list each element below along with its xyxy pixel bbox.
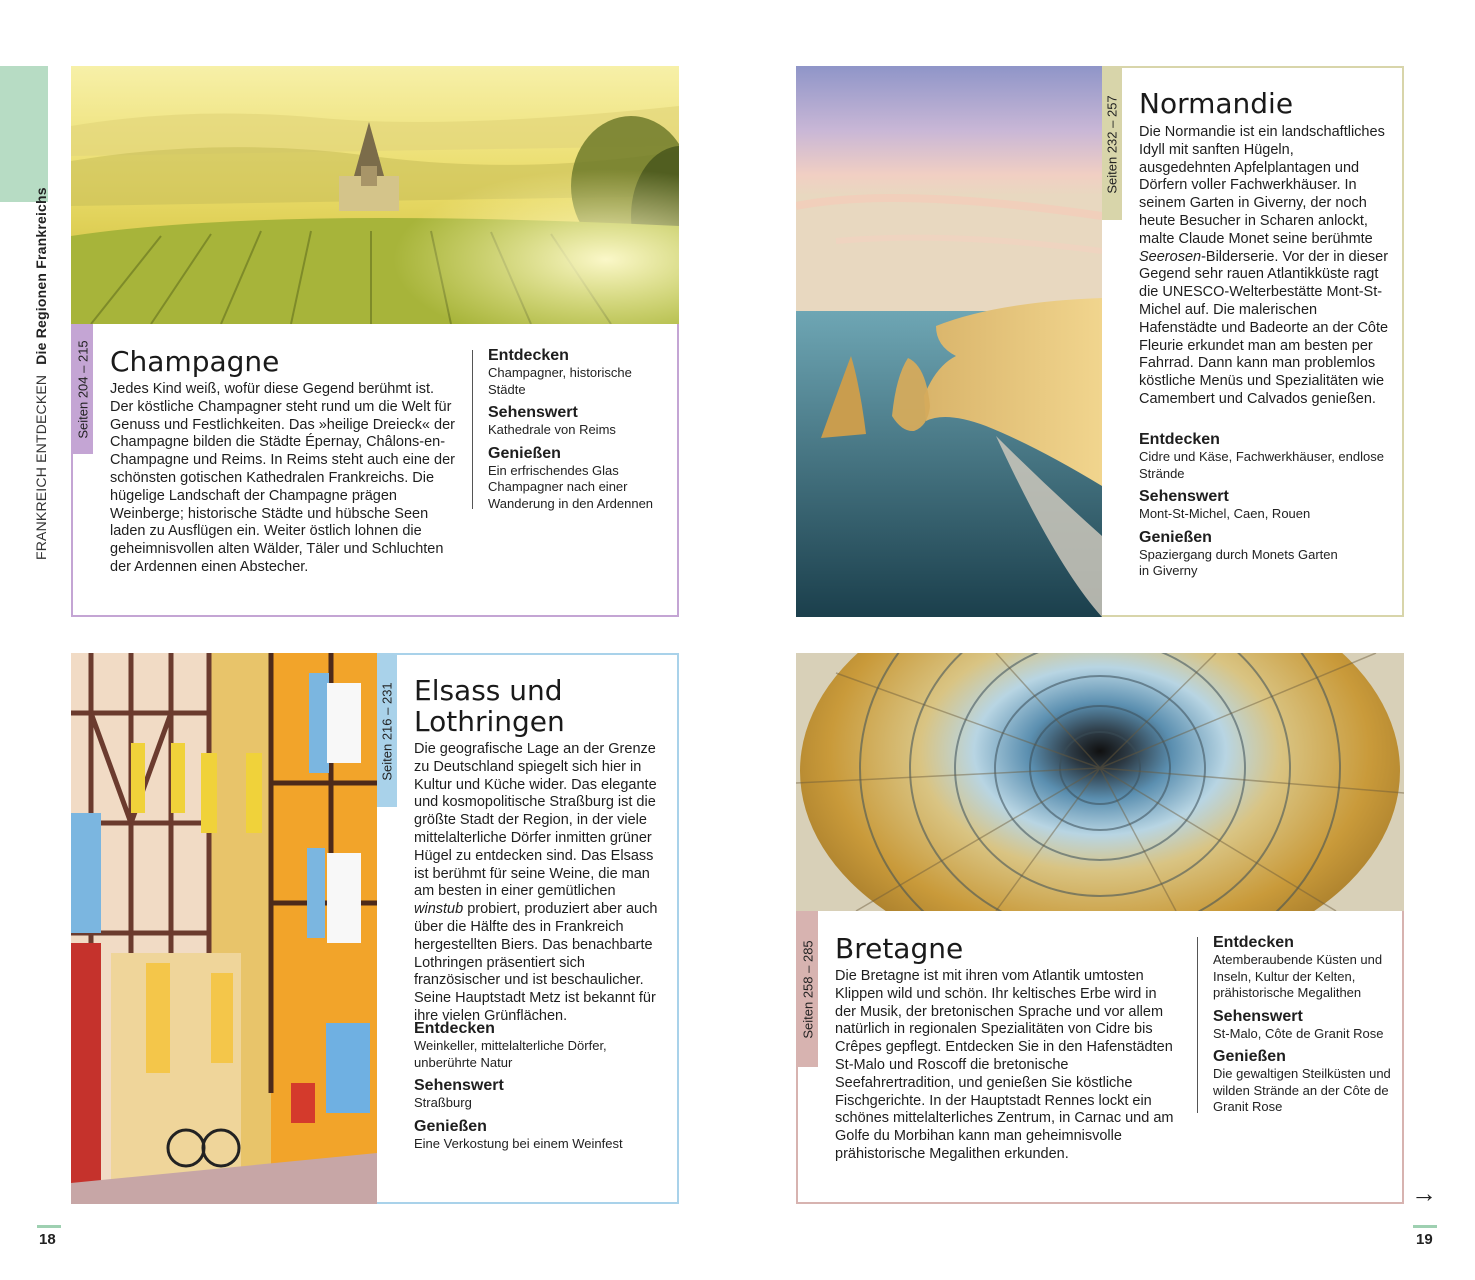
card-elsass xyxy=(71,653,679,1204)
normandie-info xyxy=(1139,430,1389,585)
elsass-body xyxy=(414,741,666,1026)
champagne-page-tab xyxy=(73,324,93,454)
champagne-sehenswert-label: Sehenswert xyxy=(488,404,578,421)
card-champagne xyxy=(71,66,679,617)
champagne-title: Champagne xyxy=(110,345,280,378)
card-normandie xyxy=(796,66,1404,617)
elsass-geniessen-label: Genießen xyxy=(414,1117,487,1135)
champagne-entdecken: Champagner, historische Städte xyxy=(488,365,632,397)
champagne-info xyxy=(488,346,668,517)
normandie-sehenswert: Mont-St-Michel, Caen, Rouen xyxy=(1139,506,1311,521)
chapter-title: Die Regionen Frankreichs xyxy=(33,187,49,365)
elsass-title xyxy=(414,675,565,737)
champagne-photo xyxy=(71,66,679,324)
normandie-page-range: Seiten 232 – 257 xyxy=(1104,94,1120,194)
elsass-sehenswert: Straßburg xyxy=(414,1095,472,1110)
elsass-page-tab xyxy=(377,655,397,807)
bretagne-body: Die Bretagne ist mit ihren vom Atlantik umtosten Klippen wild und schön. Ihr keltisches Erbe wird in der Musik, der bretonischen Sprache und vor allem natürlich in regionalen Spezialitäten von Cidre bis Crêpes gepflegt. Entdecken Sie in den Hafenstädten St-Malo und Roscoff die bretonische Seefahrertradition, und genießen Sie köstliche Fischgerichte. In der Hauptstadt Rennes lockt ein schönes mittelalterliches Zentrum, in Carnac und am Golfe du Morbihan kann man geheimnisvolle prähistorische Megalithen erkunden. xyxy=(835,968,1174,1162)
next-page-arrow-icon[interactable]: → xyxy=(1411,1178,1437,1208)
champagne-geniessen: Ein erfrischendes Glas Champagner nach einer Wanderung in den Ardennen xyxy=(488,462,654,511)
elsass-title-line2: Lothringen xyxy=(414,705,565,738)
chapter-tab xyxy=(0,66,48,202)
bretagne-entdecken-label: Entdecken xyxy=(1213,934,1294,951)
elsass-entdecken: Weinkeller, mittelalterliche Dörfer, unberührte Natur xyxy=(414,1038,607,1070)
elsass-geniessen: Eine Verkostung bei einem Weinfest xyxy=(414,1135,623,1151)
bretagne-page-tab xyxy=(798,911,818,1067)
bretagne-info xyxy=(1213,933,1393,1121)
elsass-body-part1: Die geografische Lage an der Grenze zu Deutschland spiegelt sich hier in Kultur und Küche wider. Das elegante und kosmopolitische Straßburg ist die größte Stadt der Region, in der viele mittelalterliche Dörfer inmitten grüner Hügel zu entdecken sind. Das Elsass ist berühmt für seine Weine, die man am besten in einer gemütlichen xyxy=(414,741,657,900)
normandie-page-tab xyxy=(1102,68,1122,220)
bretagne-entdecken: Atemberaubende Küsten und Inseln, Kultur der Kelten, prähistorische Megalithen xyxy=(1213,952,1383,1000)
bretagne-geniessen-label: Genießen xyxy=(1213,1048,1286,1065)
champagne-body: Jedes Kind weiß, wofür diese Gegend berühmt ist. Der köstliche Champagner steht rund um die Welt für Genuss und Festlichkeiten. Das »heilige Dreieck« der Champagne bilden die Städte Épernay, Châlons-en-Champagne und Reims. In Reims steht auch eine der schönsten gotischen Kathedralen Frankreichs. Die hügelige Landschaft der Champagne prägen Weinberge; historische Städte und hübsche Seen laden zu Ausflügen ein. Weiter östlich lohnen die geheimnisvollen alten Wälder, Täler und Schluchten der Ardennen einen Abstecher. xyxy=(110,381,455,575)
champagne-info-divider xyxy=(472,350,473,509)
bretagne-title: Bretagne xyxy=(835,932,964,965)
normandie-geniessen-label: Genießen xyxy=(1139,528,1212,546)
right-page-number-bar xyxy=(1413,1225,1437,1228)
normandie-body xyxy=(1139,124,1389,409)
elsass-info xyxy=(414,1019,654,1157)
left-page-number-bar xyxy=(37,1225,61,1228)
elsass-body-italic: winstub xyxy=(414,901,464,918)
elsass-page-range: Seiten 216 – 231 xyxy=(379,681,395,781)
elsass-photo xyxy=(71,653,377,1204)
bretagne-page-range: Seiten 258 – 285 xyxy=(800,939,816,1039)
champagne-geniessen-label: Genießen xyxy=(488,444,561,462)
bretagne-photo xyxy=(796,653,1404,911)
normandie-body-part2: -Bilderserie. Vor der in dieser Gegend sehr rauen Atlantikküste ragt die UNESCO-Welterbestätte Mont-St-Michel auf. Die malerischen Hafenstädte und Badeorte an der Côte Fleurie erkundet man am besten per Fahrrad. Dann kann man problemlos köstliche Menüs und Spezialitäten wie Camembert und Calvados genießen. xyxy=(1139,248,1389,407)
normandie-entdecken: Cidre und Käse, Fachwerkhäuser, endlose Strände xyxy=(1139,449,1384,481)
normandie-body-italic: Seerosen xyxy=(1139,248,1202,265)
left-page-number: 18 xyxy=(39,1231,56,1248)
chapter-label xyxy=(33,187,49,560)
normandie-body-part1: Die Normandie ist ein landschaftliches Idyll mit sanften Hügeln, ausgedehnten Apfelplantagen und Dörfern voller Fachwerkhäuser. In seinem Garten in Giverny, der noch heute Besucher in Scharen anlockt, malte Claude Monet seine berühmte xyxy=(1139,124,1385,247)
bretagne-geniessen: Die gewaltigen Steilküsten und wilden Strände an der Côte de Granit Rose xyxy=(1213,1066,1391,1114)
champagne-entdecken-label: Entdecken xyxy=(488,347,569,364)
normandie-geniessen: Spaziergang durch Monets Garten in Giverny xyxy=(1139,546,1338,578)
chapter-section-label: FRANKREICH ENTDECKEN xyxy=(33,374,49,560)
normandie-title: Normandie xyxy=(1139,87,1294,120)
normandie-sehenswert-label: Sehenswert xyxy=(1139,488,1229,505)
elsass-body-part2: probiert, produziert aber auch über die Hälfte des in Frankreich hergestellten Biers. Das benachbarte Lothringen präsentiert sich französischer und ist beschaulicher. Seine Hauptstadt Metz ist bekannt für ihre vielen Grünflächen. xyxy=(414,901,658,1024)
elsass-sehenswert-label: Sehenswert xyxy=(414,1077,504,1094)
elsass-entdecken-label: Entdecken xyxy=(414,1020,495,1037)
right-page-number: 19 xyxy=(1416,1231,1433,1248)
elsass-title-line1: Elsass und xyxy=(414,674,563,707)
champagne-sehenswert: Kathedrale von Reims xyxy=(488,422,616,437)
normandie-entdecken-label: Entdecken xyxy=(1139,431,1220,448)
bretagne-info-divider xyxy=(1197,937,1198,1113)
bretagne-sehenswert: St-Malo, Côte de Granit Rose xyxy=(1213,1025,1384,1041)
card-bretagne xyxy=(796,653,1404,1204)
normandie-photo xyxy=(796,66,1102,617)
champagne-page-range: Seiten 204 – 215 xyxy=(75,339,91,439)
bretagne-sehenswert-label: Sehenswert xyxy=(1213,1007,1303,1025)
